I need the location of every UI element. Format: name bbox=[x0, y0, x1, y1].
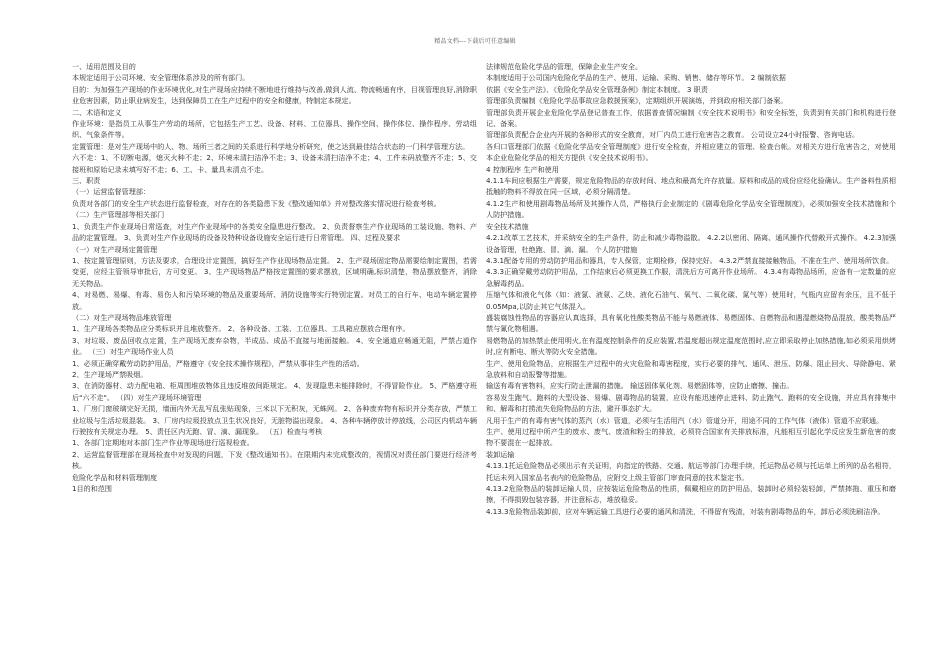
page-header: 精品文档---下载后可任意编辑 bbox=[434, 38, 516, 45]
paragraph: 2、生产现场严禁吸烟。 bbox=[72, 369, 148, 379]
paragraph: （一）运营监督管理部： bbox=[72, 187, 151, 197]
paragraph: 本制度适用于公司国内危险化学品的生产、使用、运输、采购、销售、储存等环节。 2 编制依据 bbox=[486, 73, 786, 83]
paragraph: 作业环境：是指员工从事生产劳动的场所，它包括生产工艺、设备、材料、工位器具、操作空间、操作体位、操作程序、劳动组织、气象条件等。 bbox=[72, 119, 477, 140]
paragraph: 定置管理：是对生产现场中的人、物、场所三者之间的关系进行科学地分析研究，使之达到最佳结合状态的一门科学管理方法。 bbox=[72, 141, 470, 151]
paragraph: 4.13.1托运危险物品必须出示有关证明，向指定的铁路、交通、航运等部门办理手续，托运物品必须与托运单上所列的品名相符，托运未列入国家品名表内的危险物品，应附交上级主管部门审查同意的技术鉴定书。 bbox=[486, 461, 896, 482]
paragraph: 法律规范危险化学品的管理，保障企业生产安全。 bbox=[486, 62, 643, 71]
paragraph: 4、对易燃、易爆、有毒、易伤人和污染环境的物品及重要场所、消防设施等实行特别定置。对员工的自行车、电动车辆定置停放。 bbox=[72, 290, 477, 311]
paragraph: 1、按定置管理原则，方法及要求，合理设计定置图，搞好生产作业现场物品定置。 2、生产现场固定物品需要绘制定置图，若需变更，应经主管领导审批后，方可变更。 3、生产现场物品严格按定置图的要求摆放，区域明确,标识清楚，物品摆放整齐，消除无关物品。 bbox=[72, 255, 477, 288]
paragraph: 三、职责 bbox=[72, 176, 101, 186]
paragraph: 二、术语和定义 bbox=[72, 107, 122, 117]
paragraph: 4.3.3正确穿戴劳动防护用品，工作结束后必须更换工作服，清洗后方可离开作业场所。 4.3.4有毒物品场所，应备有一定数量的应急解毒药品。 bbox=[486, 267, 896, 288]
paragraph: 六不走：1、不切断电源，熄灭火种不走；2、环境未清扫洁净不走；3、设备未清扫洁净不走；4、工件未码放整齐不走；5、交接班和原始记录未填写好不走；6、工、卡、量具未清点不走。 bbox=[72, 153, 477, 174]
paragraph: 凡用于生产的有毒有害气体的蒸汽（水）管道，必须与生活用汽（水）管道分开，用途不同的工作气体（液体）管道不应联通。 bbox=[486, 415, 884, 425]
paragraph: 依据《安全生产法》、《危险化学品安全管理条例》制定本制度。 3 职责 bbox=[486, 84, 708, 94]
paragraph: 一、适用范围及目的 bbox=[72, 62, 136, 71]
paragraph: 生产、使用过程中所产生的废水、废气、废渣和粉尘的排放，必须符合国家有关排放标准，凡能相互引起化学反应发生新危害的废物不要混在一起排放。 bbox=[486, 427, 896, 448]
paragraph: （二）生产管理部等相关部门 bbox=[72, 210, 165, 220]
paragraph: 易燃物品的加热禁止使用明火,在有温度控制条件的反应装置,若温度超出规定温度范围时,应立即采取停止加热措施,如必须采用烘烤时,应有断电、断火等防火安全措施。 bbox=[486, 335, 896, 357]
paragraph: 3、在消防器材、动力配电箱、柜周围堆放物体且违反堆放间距规定。 4、发现隐患未能排除时，不得冒险作业。 5、严格遵守班后"六不走"。 （四）对生产现场环境管理 bbox=[72, 381, 477, 402]
paragraph: 输送有毒有害物料，应实行防止泄漏的措施。 输送固体氧化剂、易燃固体等，应防止磨擦、撞击。 bbox=[486, 381, 794, 391]
paragraph: 4.1.1车间应根据生产需要，规定危险物品的存放时间、地点和最高允许存放量。原料和成品的成份应经化验确认。生产备料性质相抵触的物料不得放在同一区域，必须分隔清楚。 bbox=[486, 176, 896, 197]
paragraph: 容易发生跑气、跑料的大型设备、易爆、剧毒物品的装置，应设有能迅速停止进料、防止跑气、跑料的安全设施，并应具有排集中和、解毒和打捞流失危险物品的方法，避开事态扩大。 bbox=[486, 392, 896, 414]
left-column bbox=[72, 61, 477, 494]
paragraph: 安全技术措施 bbox=[486, 221, 529, 231]
paragraph: 1、各部门定期地对本部门生产作业等现场进行巡视检查。 bbox=[72, 438, 254, 448]
paragraph: 4.3.1配备专用的劳动防护用品和器具，专人保管，定期检修，保持完好。 4.3.2严禁直接接触物品，不准在生产、使用场所饮食。 bbox=[486, 255, 894, 265]
paragraph: 1、生产现场各类物品应分类标识并且堆放整齐。 2、各种设备、工装、工位器具、工具箱应摆放合理有序。 bbox=[72, 324, 410, 334]
paragraph: 管理部负责编制《危险化学品事故应急救援预案》，定期组织开展演练，并到政府相关部门备案。 bbox=[486, 96, 788, 106]
paragraph: 负责对各部门的安全生产状态进行监督检查，对存在的各类隐患下发《整改通知单》并对整改落实情况进行检查考核。 bbox=[72, 198, 441, 208]
paragraph: 4.13.2危险物品的装卸运输人员，应按装运危险物品的性质，佩戴相应的防护用品，装卸时必须轻装轻卸，严禁摔拖、重压和磨擦，不得损毁包装容器，并注意标志，堆放稳妥。 bbox=[486, 484, 896, 505]
paragraph: （一）对生产现场定置管理 bbox=[72, 244, 158, 254]
paragraph: 装卸运输 bbox=[486, 449, 515, 459]
paragraph: 生产、使用危险物品，应根据生产过程中的火灾危险和毒害程度，实行必要的排气、通风、泄压、防爆、阻止回火、导除静电、紧急放料和自动报警等措施。 bbox=[486, 358, 896, 379]
paragraph: 危险化学品和材料管理制度 bbox=[72, 472, 158, 482]
paragraph: 盛装腐蚀性物品的容器应认真选择，具有氧化性酸类物品不能与易燃液体、易燃固体、自燃物品和遇湿燃烧物品混放，酸类物品严禁与氰化物相遇。 bbox=[486, 312, 896, 334]
paragraph: 4.13.3危险物品装卸前，应对车辆运输工具进行必要的通风和清洗，不得留有残渣，对装有剧毒物品的车，卸后必须洗刷洁净。 bbox=[486, 506, 885, 516]
paragraph: 4.2.1改革工艺技术，并采纳安全的生产条件，防止和减少毒物溢散。 4.2.2以密闭、隔离、通风操作代替敞开式操作。 4.2.3加强设备管理，杜绝跑、冒、滴、漏。 个人防护措施 bbox=[486, 233, 896, 254]
paragraph: 2、运营监督管理部在现场检查中对发现的问题，下发《整改通知书》。在限期内未完成整改的，视情况对责任部门要进行经济考核。 bbox=[72, 449, 477, 471]
paragraph: 3、对垃圾、废品回收点定置，生产现场无废弃杂物，半成品、成品不直接与地面接触。 4、安全通道应畅通无阻，严禁占道作业。 （三）对生产现场作业人员 bbox=[72, 335, 477, 357]
paragraph: 管理部负责配合企业内开展的各种形式的安全教育，对厂内员工进行危害告之教育。 公司设立24小时报警、咨询电话。 bbox=[486, 130, 860, 140]
paragraph: 1、负责生产作业现场日常巡查，对生产作业现场中的各类安全隐患进行整改。 2、负责督察生产作业现场的工装设施、物料、产品的定置管理。 3、负责对生产作业现场的设备及特种设备设施安全运行进行日常管理。 四、过程及要求 bbox=[72, 221, 477, 243]
paragraph: （二）对生产现场物品堆放管理 bbox=[72, 312, 172, 322]
paragraph: 压缩气体和液化气体（如：液氯、液氨、乙炔、液化石油气、氧气、二氧化碳、氮气等）使用时，气瓶内应留有余压，且不低于0.05Mpa,以防止其它气体混入。 bbox=[486, 290, 896, 311]
paragraph: 1目的和范围 bbox=[72, 484, 112, 494]
paragraph: 1、厂房门窗玻璃完好无损，墙面内外无乱写乱张贴现象，三米以下无积灰，无蛛网。 2、各种废弃物有标识并分类存放，严禁工业垃圾与生活垃圾混装。 3、厂房内垃圾投放点卫生状况良好，无脏物溢出现象。 4、各种车辆停放计停放线，公司区内机动车辆行驶按有关规定办理。 5、责任区内无跑、冒、滴、漏现象。 （五）检查与考核 bbox=[72, 404, 477, 436]
paragraph: 目的：为加强生产现场的作业环境优化,对生产现场应持续不断地进行维持与改善,做到人流、物流畅通有序，目视管理良好,消除职业危害因素，防止职业病发生，达到保障员工在生产过程中的安全和健康，特制定本规定。 bbox=[72, 84, 477, 106]
paragraph: 4 控制程序 生产和使用 bbox=[486, 164, 559, 174]
paragraph: 各归口管理部门依据《危险化学品安全管理制度》进行安全检查，并相应建立的管理、检查台帐。对相关方进行危害告之，对使用本企业危险化学品的相关方提供《安全技术说明书》。 bbox=[486, 141, 896, 163]
paragraph: 1、必须正确穿戴劳动防护用品，严格遵守《安全技术操作规程》，严禁从事非生产性的活动。 bbox=[72, 358, 364, 368]
paragraph: 4.1.2生产和使用剧毒物品场所及其操作人员，严格执行企业制定的《剧毒危险化学品安全管理制度》，必须加强安全技术措施和个人防护措施。 bbox=[486, 198, 896, 220]
paragraph: 管理部负责开展企业危险化学品登记普查工作，依据普查情况编制《安全技术说明书》和安全标签，负责到有关部门和机构进行登记、备案。 bbox=[486, 107, 896, 129]
right-column bbox=[486, 61, 896, 517]
paragraph: 本规定适用于公司环境、安全管理体系涉及的所有部门。 bbox=[72, 73, 250, 83]
